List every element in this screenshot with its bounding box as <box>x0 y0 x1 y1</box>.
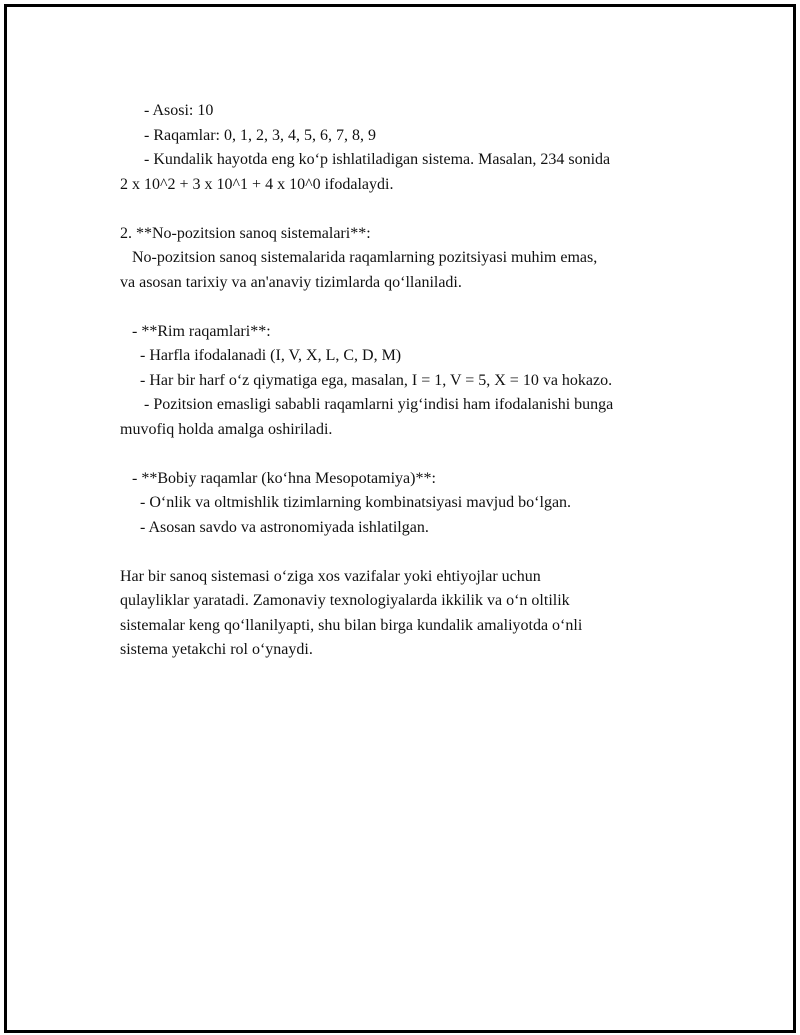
subsection-heading: - **Rim raqamlari**: <box>120 322 271 340</box>
document-body <box>120 99 720 663</box>
text-line: - O‘nlik va oltmishlik tizimlarning kombinatsiyasi mavjud bo‘lgan. <box>120 494 572 511</box>
text-line: muvofiq holda amalga oshiriladi. <box>120 420 333 438</box>
blank-line <box>120 540 720 565</box>
text-line: - Pozitsion emasligi sababli raqamlarni yig‘indisi ham ifodalanishi bunga <box>120 396 614 413</box>
subsection-heading: - **Bobiy raqamlar (ko‘hna Mesopotamiya)**: <box>120 469 436 487</box>
text-line: sistema yetakchi rol o‘ynaydi. <box>120 641 313 658</box>
document-page <box>4 4 796 1033</box>
section-heading: 2. **No-pozitsion sanoq sistemalari**: <box>120 224 371 242</box>
text-line: - Asosan savdo va astronomiyada ishlatilgan. <box>120 518 429 536</box>
text-line: sistemalar keng qo‘llanilyapti, shu bilan birga kundalik amaliyotda o‘nli <box>120 616 583 634</box>
blank-line <box>120 442 720 467</box>
text-line: Har bir sanoq sistemasi o‘ziga xos vazifalar yoki ehtiyojlar uchun <box>120 567 541 585</box>
blank-line <box>120 197 720 222</box>
text-line: No-pozitsion sanoq sistemalarida raqamlarning pozitsiyasi muhim emas, <box>120 249 598 266</box>
text-line: qulayliklar yaratadi. Zamonaviy texnologiyalarda ikkilik va o‘n oltilik <box>120 592 570 609</box>
text-line: - Kundalik hayotda eng ko‘p ishlatiladigan sistema. Masalan, 234 sonida <box>120 151 611 168</box>
blank-line <box>120 295 720 320</box>
text-line: va asosan tarixiy va an'anaviy tizimlarda qo‘llaniladi. <box>120 273 462 291</box>
text-line: - Harfla ifodalanadi (I, V, X, L, C, D, M) <box>120 347 402 364</box>
text-line: 2 x 10^2 + 3 x 10^1 + 4 x 10^0 ifodalaydi. <box>120 175 394 193</box>
text-line: - Asosi: 10 <box>120 102 214 119</box>
text-line: - Har bir harf o‘z qiymatiga ega, masalan, I = 1, V = 5, X = 10 va hokazo. <box>120 371 613 389</box>
text-line: - Raqamlar: 0, 1, 2, 3, 4, 5, 6, 7, 8, 9 <box>120 126 376 144</box>
